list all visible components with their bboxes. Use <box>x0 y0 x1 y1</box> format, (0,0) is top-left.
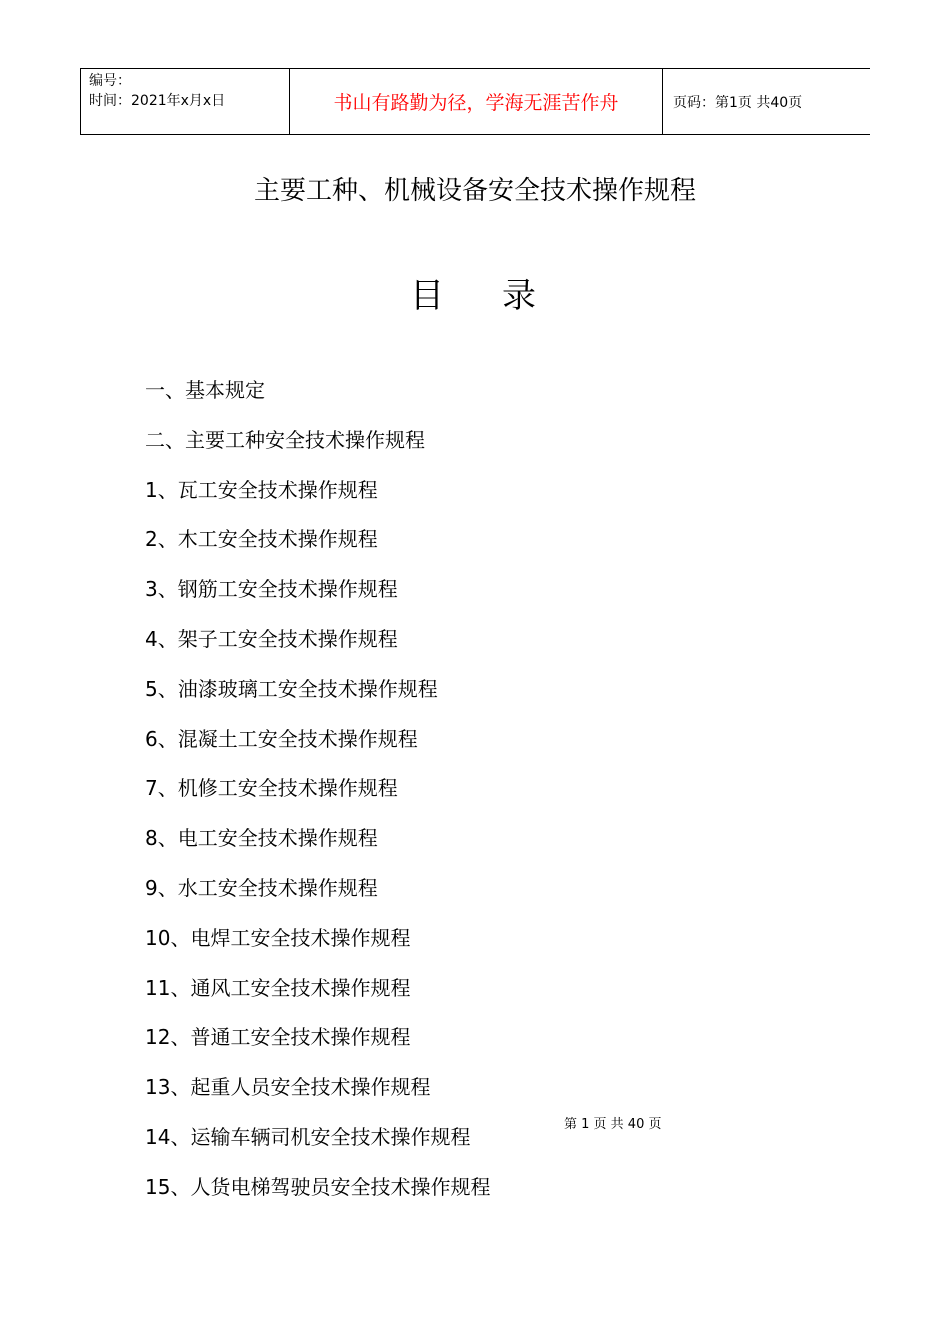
toc-item: 一、基本规定 <box>145 378 265 402</box>
toc-item: 3、钢筋工安全技术操作规程 <box>145 577 398 602</box>
page-info: 页码：第1页 共40页 <box>663 69 871 135</box>
header-meta-cell <box>81 69 290 135</box>
toc-item: 7、机修工安全技术操作规程 <box>145 776 398 801</box>
toc-item: 13、起重人员安全技术操作规程 <box>145 1075 431 1100</box>
toc-list <box>145 374 490 1221</box>
toc-item: 11、通风工安全技术操作规程 <box>145 975 411 1000</box>
toc-item: 8、电工安全技术操作规程 <box>145 826 378 851</box>
toc-item: 5、油漆玻璃工安全技术操作规程 <box>145 676 438 701</box>
number-label: 编号： <box>89 73 131 89</box>
time-label: 时间：2021年x月x日 <box>89 93 226 109</box>
toc-item: 15、人货电梯驾驶员安全技术操作规程 <box>145 1174 491 1199</box>
header-table <box>80 68 870 135</box>
toc-item: 14、运输车辆司机安全技术操作规程 <box>145 1124 471 1149</box>
toc-item: 1、瓦工安全技术操作规程 <box>145 477 378 502</box>
toc-item: 4、架子工安全技术操作规程 <box>145 626 398 651</box>
document-title: 主要工种、机械设备安全技术操作规程 <box>253 176 696 206</box>
toc-item: 2、木工安全技术操作规程 <box>145 527 378 552</box>
toc-item: 9、水工安全技术操作规程 <box>145 875 378 900</box>
toc-item: 12、普通工安全技术操作规程 <box>145 1025 411 1050</box>
motto: 书山有路勤为径，学海无涯苦作舟 <box>290 69 663 135</box>
toc-item: 6、混凝土工安全技术操作规程 <box>145 726 418 751</box>
toc-heading: 目录 <box>410 276 594 316</box>
page-footer: 第 1 页 共 40 页 <box>564 1117 662 1132</box>
toc-item: 二、主要工种安全技术操作规程 <box>145 427 425 452</box>
toc-item: 10、电焊工安全技术操作规程 <box>145 925 411 950</box>
